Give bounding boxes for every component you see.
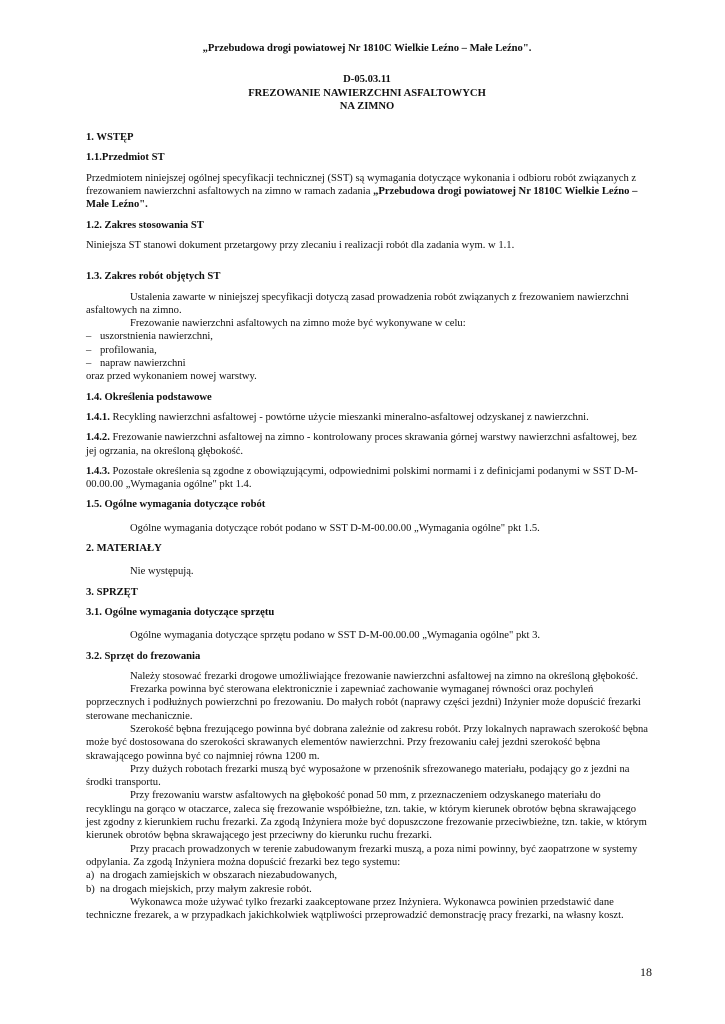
list-item xyxy=(86,357,648,370)
spec-code: D-05.03.11 xyxy=(343,74,391,86)
list-item xyxy=(86,330,648,343)
section-1-heading: 1. WSTĘP xyxy=(86,132,134,144)
definition-number: 1.4.3. xyxy=(86,465,110,477)
list-item xyxy=(86,344,648,357)
list-item-text: na drogach miejskich, przy małym zakresie robót. xyxy=(100,883,312,895)
document-page xyxy=(86,42,648,922)
list-item-text: na drogach zamiejskich w obszarach niezabudowanych, xyxy=(100,870,338,882)
definition-2 xyxy=(86,431,648,458)
project-title: „Przebudowa drogi powiatowej Nr 1810C Wielkie Leźno – Małe Leźno". xyxy=(202,43,532,54)
section-3-2-heading: 3.2. Sprzęt do frezowania xyxy=(86,650,201,662)
section-1-3-after: oraz przed wykonaniem nowej warstwy. xyxy=(86,371,257,383)
page-number: 18 xyxy=(640,965,652,979)
section-1-1-text-a: Przedmiotem niniejszej ogólnej specyfikacji technicznej (SST) są wymagania dotyczące wykonania i odbioru robót związanych z frezowaniem nawierzchni asfaltowych na zimno w ramach zadania xyxy=(86,172,637,198)
list-item-text: napraw nawierzchni xyxy=(100,358,186,370)
section-1-1-text xyxy=(86,172,648,212)
section-3-2-para1: Należy stosować frezarki drogowe umożliwiające frezowanie nawierzchni asfaltowej na zimno na określoną głębokość. xyxy=(130,670,638,682)
dash-bullet: – xyxy=(86,358,92,370)
list-item-text: profilowania, xyxy=(100,344,157,356)
definition-3 xyxy=(86,465,648,492)
dash-bullet: – xyxy=(86,331,92,343)
definition-text: Pozostałe określenia są zgodne z obowiązującymi, odpowiednimi polskimi normami i z definicjami podanymi w SST D-M-00.00.00 „Wymagania ogólne" pkt 1.4. xyxy=(86,465,638,491)
section-2-heading: 2. MATERIAŁY xyxy=(86,543,162,555)
list-item xyxy=(86,883,648,896)
list-item xyxy=(86,869,648,882)
section-1-4-heading: 1.4. Określenia podstawowe xyxy=(86,391,212,403)
section-1-2-text: Niniejsza ST stanowi dokument przetargowy przy zlecaniu i realizacji robót dla zadania wym. w 1.1. xyxy=(86,239,515,251)
dash-bullet: – xyxy=(86,344,92,356)
section-3-1-heading: 3.1. Ogólne wymagania dotyczące sprzętu xyxy=(86,606,275,618)
section-3-2-para5: Przy frezowaniu warstw asfaltowych na głębokość ponad 50 mm, z przeznaczeniem odzyskanego materiału do recyklingu na gorąco w otaczarce, zaleca się frezowanie współbieżne, tzn. takie, w którym kierunek obrotów bębna skrawającego jest zgodny z kierunkiem ruchu frezarki. Za zgodą Inżyniera może być dopuszczone frezowanie przeciwbieżne, tzn. takie, w którym kierunek obrotów bębna skrawającego jest przeciwny do kierunku ruchu frezarki. xyxy=(86,790,647,842)
definition-1 xyxy=(86,411,648,424)
section-3-2-para2: Frezarka powinna być sterowana elektronicznie i zapewniać zachowanie wymaganej równości oraz pochyleń poprzecznych i podłużnych powierzchni po frezowaniu. Do małych robót (naprawy części jezdni) Inżynier może dopuścić frezarki sterowane mechanicznie. xyxy=(86,684,641,722)
section-3-2-para3: Szerokość bębna frezującego powinna być dobrana zależnie od zakresu robót. Przy lokalnych naprawach szerokość bębna może być dostosowana do szerokości skrawanych elementów nawierzchni. Przy frezowaniu całej jezdni szerokość bębna skrawającego powinna być co najmniej równa 1200 m. xyxy=(86,723,648,762)
section-1-3-heading: 1.3. Zakres robót objętych ST xyxy=(86,271,221,283)
list-marker: b) xyxy=(86,883,95,895)
section-3-2-para6: Przy pracach prowadzonych w terenie zabudowanym frezarki muszą, a poza nimi powinny, być zaopatrzone w systemy odpylania. Za zgodą Inżyniera można dopuścić frezarki bez tego systemu: xyxy=(86,843,638,868)
spec-title-line1: FREZOWANIE NAWIERZCHNI ASFALTOWYCH xyxy=(248,87,486,99)
list-marker: a) xyxy=(86,870,95,882)
section-3-heading: 3. SPRZĘT xyxy=(86,586,138,598)
section-1-5-text: Ogólne wymagania dotyczące robót podano w SST D-M-00.00.00 „Wymagania ogólne" pkt 1.5. xyxy=(130,522,540,534)
section-3-1-text: Ogólne wymagania dotyczące sprzętu podano w SST D-M-00.00.00 „Wymagania ogólne" pkt 3. xyxy=(130,630,541,642)
list-item-text: uszorstnienia nawierzchni, xyxy=(100,331,213,343)
section-1-3-text1: Ustalenia zawarte w niniejszej specyfikacji dotyczą zasad prowadzenia robót związanych z frezowaniem nawierzchni asfaltowych na zimno. xyxy=(86,291,629,316)
section-1-5-heading: 1.5. Ogólne wymagania dotyczące robót xyxy=(86,499,266,511)
section-3-2-para4: Przy dużych robotach frezarki muszą być wyposażone w przenośnik sfrezowanego materiału, podający go z jezdni na środki transportu. xyxy=(86,763,630,789)
section-3-2-para7: Wykonawca może używać tylko frezarki zaakceptowane przez Inżyniera. Wykonawca powinien przedstawić dane techniczne frezarek, a w przypadkach jakichkolwiek wątpliwości przeprowadzić demonstrację pracy frezarki, na własny koszt. xyxy=(86,896,624,922)
section-1-1-heading: 1.1.Przedmiot ST xyxy=(86,152,165,164)
definition-text: Recykling nawierzchni asfaltowej - powtórne użycie mieszanki mineralno-asfaltowej odzyskanej z nawierzchni. xyxy=(109,411,589,423)
section-1-2-heading: 1.2. Zakres stosowania ST xyxy=(86,219,204,231)
section-1-1-text-b: „Przebudowa drogi powiatowej Nr 1810C Wielkie Leźno – Małe Leźno". xyxy=(86,186,638,211)
definition-number: 1.4.2. xyxy=(86,432,110,444)
definition-text: Frezowanie nawierzchni asfaltowej na zimno - kontrolowany proces skrawania górnej warstwy nawierzchni asfaltowej, bez jej ogrzania, na określoną głębokość. xyxy=(86,432,637,457)
spec-title-line2: NA ZIMNO xyxy=(339,100,395,112)
section-2-text: Nie występują. xyxy=(130,566,194,578)
definition-number: 1.4.1. xyxy=(86,411,110,423)
section-1-3-text2: Frezowanie nawierzchni asfaltowych na zimno może być wykonywane w celu: xyxy=(130,318,466,330)
